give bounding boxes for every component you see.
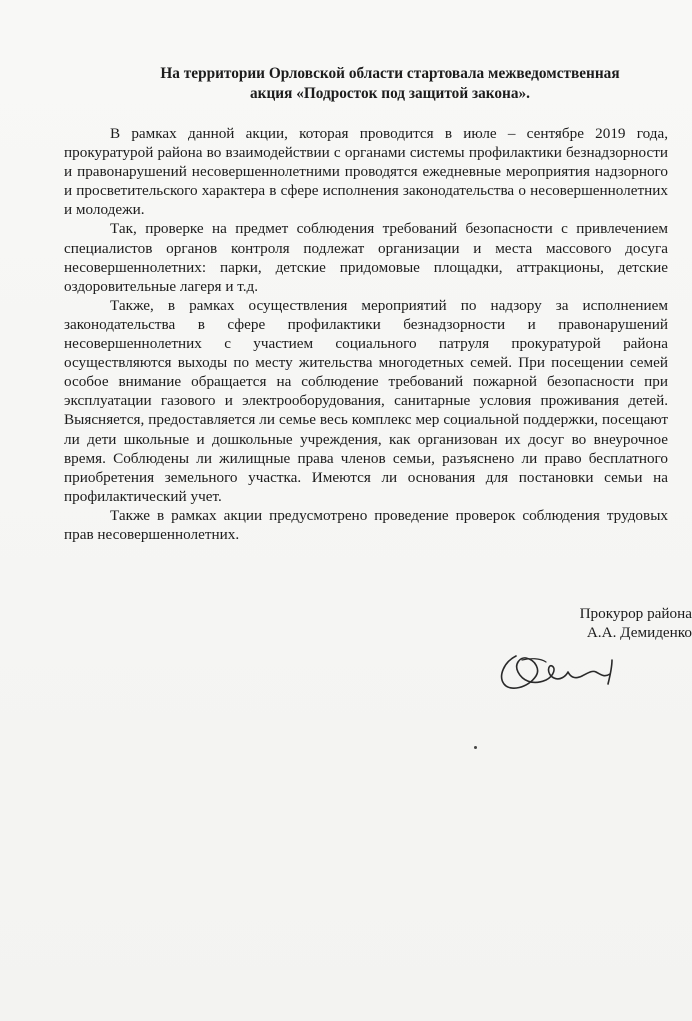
title-line-1: На территории Орловской области стартовала межведомственная — [160, 65, 620, 82]
handwritten-signature — [496, 646, 620, 694]
signer-position: Прокурор района — [579, 605, 692, 622]
paragraph-3: Также, в рамках осуществления мероприятий по надзору за исполнением законодательства в сфере профилактики безнадзорности и правонарушений несовершеннолетних с участием социального патруля прокуратурой района осуществляются выходы по месту жительства многодетных семей. При посещении семей особое внимание обращается на соблюдение требований пожарной безопасности при эксплуатации газового и электрооборудования, санитарные условия проживания детей. Выясняется, предоставляется ли семье весь комплекс мер социальной поддержки, посещают ли дети школьные и дошкольные учреждения, как организован их досуг во внеурочное время. Соблюдены ли жилищные права членов семьи, разъяснено ли право бесплатного приобретения земельного участка. Имеются ли основания для постановки семьи на профилактический учет. — [64, 296, 668, 505]
title-line-2: акция «Подросток под защитой закона». — [250, 85, 530, 102]
paragraph-2: Так, проверке на предмет соблюдения требований безопасности с привлечением специалистов органов контроля подлежат организации и места массового досуга несовершеннолетних: парки, детские придомовые площадки, аттракционы, детские оздоровительные лагеря и т.д. — [64, 220, 668, 295]
signer-name: А.А. Демиденко — [586, 624, 692, 641]
paragraph-4: Также в рамках акции предусмотрено проведение проверок соблюдения трудовых прав несовершеннолетних. — [64, 506, 668, 543]
document-body — [64, 124, 668, 544]
document-title — [110, 64, 670, 104]
scan-speck — [474, 746, 477, 749]
paragraph-1: В рамках данной акции, которая проводится в июле – сентябре 2019 года, прокуратурой района во взаимодействии с органами системы профилактики безнадзорности и правонарушений несовершеннолетними проводятся ежедневные мероприятия надзорного и просветительского характера в сфере исполнения законодательства о несовершеннолетних и молодежи. — [64, 125, 668, 219]
